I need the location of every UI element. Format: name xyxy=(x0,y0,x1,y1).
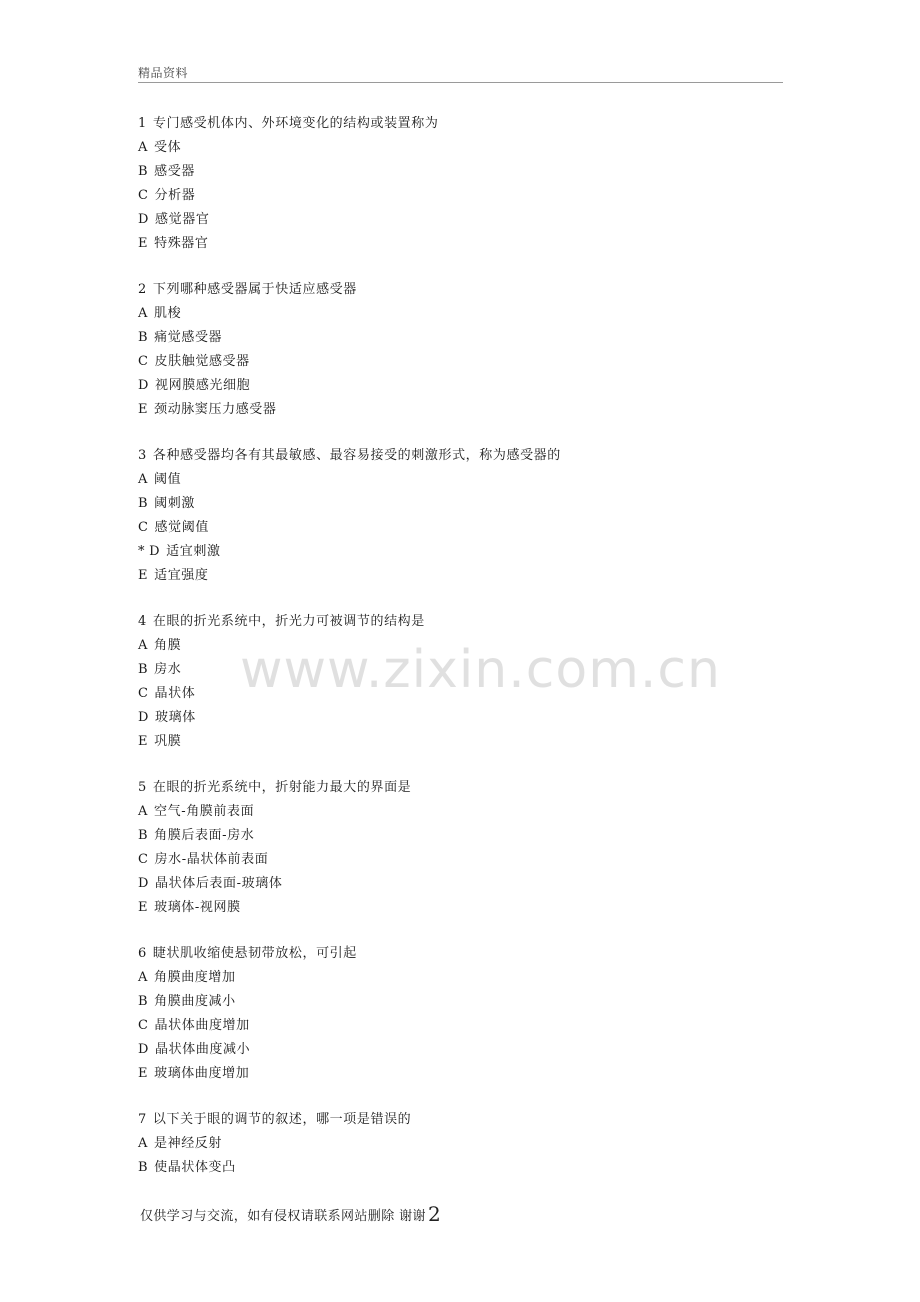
option-c xyxy=(138,848,783,872)
question-stem xyxy=(138,942,783,966)
question-number: 7 xyxy=(138,1112,147,1127)
option-d xyxy=(138,540,783,564)
option-a xyxy=(138,966,783,990)
option-b xyxy=(138,326,783,350)
option-text: 房水 xyxy=(154,662,182,677)
option-c xyxy=(138,682,783,706)
option-letter: D xyxy=(138,212,150,227)
option-text: 皮肤触觉感受器 xyxy=(154,354,250,369)
question-list xyxy=(138,112,783,1202)
option-a xyxy=(138,136,783,160)
question-number: 4 xyxy=(138,614,147,629)
option-text: 阈值 xyxy=(154,472,182,487)
question-stem xyxy=(138,1108,783,1132)
option-a xyxy=(138,800,783,824)
option-e xyxy=(138,730,783,754)
option-letter: D xyxy=(138,378,150,393)
option-b xyxy=(138,658,783,682)
question-number: 2 xyxy=(138,282,147,297)
option-text: 角膜曲度减小 xyxy=(154,994,236,1009)
option-a xyxy=(138,302,783,326)
option-e xyxy=(138,896,783,920)
option-b xyxy=(138,492,783,516)
option-e xyxy=(138,564,783,588)
question-number: 6 xyxy=(138,946,147,961)
option-d xyxy=(138,706,783,730)
option-letter: B xyxy=(138,994,149,1009)
question-number: 1 xyxy=(138,116,147,131)
question-stem xyxy=(138,278,783,302)
option-letter: C xyxy=(138,188,149,203)
option-letter: E xyxy=(138,900,149,915)
question-text: 专门感受机体内、外环境变化的结构或装置称为 xyxy=(152,116,439,131)
footer-text: 仅供学习与交流，如有侵权请联系网站删除 谢谢 xyxy=(140,1209,426,1224)
option-text: 适宜刺激 xyxy=(166,544,221,559)
option-text: 巩膜 xyxy=(154,734,182,749)
option-letter: D xyxy=(138,710,150,725)
option-letter: B xyxy=(138,662,149,677)
question-6 xyxy=(138,942,783,1086)
option-text: 视网膜感光细胞 xyxy=(155,378,251,393)
option-text: 玻璃体 xyxy=(155,710,196,725)
question-4 xyxy=(138,610,783,754)
option-a xyxy=(138,468,783,492)
option-letter: A xyxy=(138,306,148,321)
question-stem xyxy=(138,444,783,468)
option-text: 颈动脉窦压力感受器 xyxy=(154,402,277,417)
question-number: 3 xyxy=(138,448,147,463)
option-d xyxy=(138,872,783,896)
option-letter: A xyxy=(138,472,148,487)
option-text: 适宜强度 xyxy=(154,568,209,583)
question-7 xyxy=(138,1108,783,1180)
option-letter: E xyxy=(138,568,149,583)
option-text: 角膜后表面-房水 xyxy=(154,828,255,843)
option-d xyxy=(138,208,783,232)
question-number: 5 xyxy=(138,780,147,795)
option-text: 晶状体 xyxy=(154,686,196,701)
option-b xyxy=(138,160,783,184)
question-stem xyxy=(138,776,783,800)
question-stem xyxy=(138,112,783,136)
option-b xyxy=(138,1156,783,1180)
question-text: 各种感受器均各有其最敏感、最容易接受的刺激形式，称为感受器的 xyxy=(152,448,561,463)
option-text: 受体 xyxy=(154,140,182,155)
option-a xyxy=(138,1132,783,1156)
option-text: 晶状体曲度增加 xyxy=(154,1018,250,1033)
option-text: 晶状体后表面-玻璃体 xyxy=(155,876,283,891)
option-b xyxy=(138,990,783,1014)
question-2 xyxy=(138,278,783,422)
option-letter: C xyxy=(138,852,149,867)
question-text: 下列哪种感受器属于快适应感受器 xyxy=(152,282,357,297)
option-text: 感觉阈值 xyxy=(154,520,209,535)
option-text: 空气-角膜前表面 xyxy=(154,804,255,819)
option-text: 玻璃体-视网膜 xyxy=(154,900,241,915)
option-c xyxy=(138,184,783,208)
page-footer xyxy=(140,1202,441,1226)
option-c xyxy=(138,1014,783,1038)
page-header xyxy=(138,64,783,83)
option-d xyxy=(138,374,783,398)
option-letter: D xyxy=(138,1042,150,1057)
option-text: 感觉器官 xyxy=(155,212,210,227)
option-text: 使晶状体变凸 xyxy=(154,1160,236,1175)
header-label: 精品资料 xyxy=(138,66,189,80)
option-c xyxy=(138,350,783,374)
question-1 xyxy=(138,112,783,256)
option-letter: B xyxy=(138,496,149,511)
option-text: 角膜 xyxy=(154,638,182,653)
option-text: 角膜曲度增加 xyxy=(154,970,236,985)
option-text: 肌梭 xyxy=(154,306,182,321)
question-5 xyxy=(138,776,783,920)
option-letter: E xyxy=(138,236,149,251)
option-b xyxy=(138,824,783,848)
option-c xyxy=(138,516,783,540)
answer-mark: * xyxy=(138,544,146,559)
option-letter: A xyxy=(138,1136,148,1151)
option-letter: E xyxy=(138,402,149,417)
option-e xyxy=(138,398,783,422)
option-letter: D xyxy=(149,544,161,559)
option-a xyxy=(138,634,783,658)
option-letter: D xyxy=(138,876,150,891)
option-text: 感受器 xyxy=(154,164,195,179)
watermark: www.zixin.com.cn xyxy=(240,640,721,700)
option-text: 是神经反射 xyxy=(154,1136,223,1151)
option-text: 分析器 xyxy=(154,188,196,203)
option-text: 阈刺激 xyxy=(154,496,195,511)
option-e xyxy=(138,232,783,256)
option-text: 晶状体曲度减小 xyxy=(155,1042,251,1057)
option-letter: E xyxy=(138,1066,149,1081)
option-text: 玻璃体曲度增加 xyxy=(154,1066,250,1081)
question-stem xyxy=(138,610,783,634)
option-letter: B xyxy=(138,330,149,345)
question-text: 在眼的折光系统中，折射能力最大的界面是 xyxy=(152,780,412,795)
option-letter: B xyxy=(138,828,149,843)
option-e xyxy=(138,1062,783,1086)
question-text: 在眼的折光系统中，折光力可被调节的结构是 xyxy=(152,614,425,629)
option-text: 痛觉感受器 xyxy=(154,330,223,345)
option-letter: B xyxy=(138,164,149,179)
option-d xyxy=(138,1038,783,1062)
option-text: 房水-晶状体前表面 xyxy=(154,852,269,867)
question-text: 以下关于眼的调节的叙述，哪一项是错误的 xyxy=(152,1112,412,1127)
option-letter: A xyxy=(138,638,148,653)
option-letter: C xyxy=(138,354,149,369)
option-letter: A xyxy=(138,804,148,819)
question-3 xyxy=(138,444,783,588)
page-number: 2 xyxy=(427,1202,442,1226)
option-letter: A xyxy=(138,970,148,985)
option-letter: A xyxy=(138,140,148,155)
option-letter: B xyxy=(138,1160,149,1175)
option-letter: C xyxy=(138,520,149,535)
option-letter: C xyxy=(138,1018,149,1033)
question-text: 睫状肌收缩使悬韧带放松，可引起 xyxy=(152,946,357,961)
option-text: 特殊器官 xyxy=(154,236,209,251)
option-letter: C xyxy=(138,686,149,701)
option-letter: E xyxy=(138,734,149,749)
